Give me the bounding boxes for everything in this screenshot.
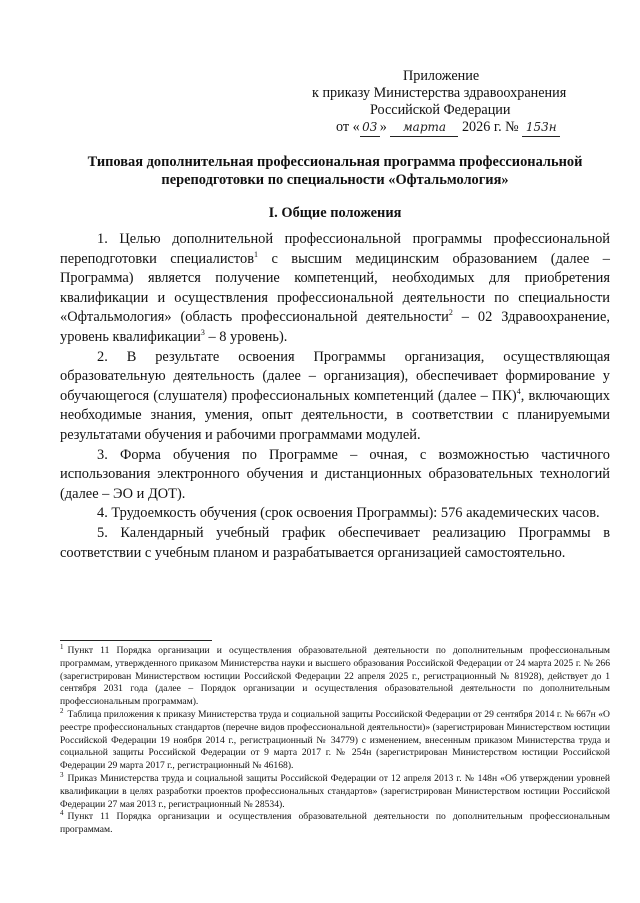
footnote-2-number: 2 — [60, 706, 64, 715]
footnote-divider — [60, 640, 212, 641]
footnote-ref-1: 1 — [254, 249, 259, 259]
paragraph-4: 4. Трудоемкость обучения (срок освоения Программы): 576 академических часов. — [97, 505, 600, 522]
handwritten-month: марта — [390, 119, 458, 137]
paragraph-1-text-b: с высшим медицинским образованием (далее – Программа) является получение компетенций, необходимых для приобретения квалификации и осуществления профессиональной деятельности по специальности «Офтальмология» (область профессиональной деятельности — [60, 250, 610, 326]
footnote-ref-3: 3 — [200, 328, 205, 338]
footnote-ref-4: 4 — [516, 386, 521, 396]
footnote-1-number: 1 — [60, 642, 64, 651]
paragraph-2-text-a: 2. В результате освоения Программы организация, осуществляющая образовательную деятельность (далее – организация), обеспечивает формирование у обучающегося (слушателя) профессиональных компетенций (далее – ПК) — [60, 348, 610, 404]
footnote-2 — [60, 706, 610, 773]
footnote-4-number: 4 — [60, 809, 64, 818]
footnote-3-text: Приказ Министерства труда и социальной защиты Российской Федерации от 12 апреля 2013 г. № 148н «Об утверждении уровней квалификации в целях разработки проектов профессиональных стандартов» (зарегистрирован Министерством юстиции Российской Федерации 27 мая 2013 г., регистрационный № 28534). — [60, 772, 610, 810]
date-mid: » — [379, 119, 391, 135]
footnote-4 — [60, 811, 610, 837]
header-order-ref: к приказу Министерства здравоохранения — [312, 85, 567, 101]
section-heading: I. Общие положения — [268, 205, 402, 221]
handwritten-order-number: 153н — [522, 119, 560, 137]
approval-header — [300, 68, 600, 137]
paragraph-1-text-d: – 8 уровень). — [204, 328, 288, 345]
header-country: Российской Федерации — [370, 102, 511, 118]
paragraph-2-text-b: , включающих необходимые знания, умения, опыт деятельности, в соответствии с планируемыми результатами обучения и рабочими программами модулей. — [60, 387, 610, 443]
handwritten-day: 03 — [360, 119, 380, 137]
header-date-line — [300, 119, 600, 137]
paragraph-1 — [60, 230, 610, 348]
footnote-1 — [60, 642, 610, 709]
footnote-ref-2: 2 — [448, 308, 453, 318]
header-appendix: Приложение — [403, 68, 480, 84]
paragraph-1-text-a: 1. Целью дополнительной профессиональной программы профессиональной переподготовки специалистов — [60, 231, 610, 267]
footnotes — [60, 642, 610, 837]
footnote-4-text: Пункт 11 Порядка организации и осуществления образовательной деятельности по дополнительным профессиональным программам. — [60, 811, 610, 836]
paragraph-3: 3. Форма обучения по Программе – очная, с возможностью частичного использования электронного обучения и дистанционных образовательных технологий (далее – ЭО и ДОТ). — [60, 446, 610, 502]
body-text — [60, 230, 610, 563]
paragraph-1-text-c: – 02 Здравоохранение, уровень квалификации — [60, 309, 610, 345]
footnote-2-text: Таблица приложения к приказу Министерства труда и социальной защиты Российской Федерации от 29 сентября 2014 г. № 667н «О реестре профессиональных стандартов (перечне видов профессиональной деятельности)» (зарегистрирован Министерством юстиции Российской Федерации 19 ноября 2014 г., регистрационный № 34779) с изменением, внесенным приказом Министерства труда и социальной защиты Российской Федерации от 9 марта 2017 г. № 254н (зарегистрирован Министерством юстиции Российской Федерации 29 марта 2017 г., регистрационный № 46168). — [60, 708, 610, 772]
date-year: 2026 г. № — [458, 119, 523, 135]
footnote-3 — [60, 770, 610, 811]
footnote-1-text: Пункт 11 Порядка организации и осуществления образовательной деятельности по дополнительным профессиональным программам, утвержденного приказом Министерства науки и высшего образования Российской Федерации от 24 марта 2025 г. № 266 (зарегистрирован Министерством юстиции Российской Федерации 22 апреля 2025 г., регистрационный № 81928), действует до 1 сентября 2031 года (далее – Порядок организации и осуществления образовательной деятельности по дополнительным профессиональным программам). — [60, 645, 610, 708]
paragraph-2 — [60, 348, 610, 446]
document-title: Типовая дополнительная профессиональная программа профессиональной переподготовки по специальности «Офтальмология» — [87, 154, 583, 188]
date-prefix: от « — [336, 119, 360, 135]
paragraph-5: 5. Календарный учебный график обеспечивает реализацию Программы в соответствии с учебным планом и разрабатывается организацией самостоятельно. — [60, 524, 610, 561]
footnote-3-number: 3 — [60, 770, 64, 779]
